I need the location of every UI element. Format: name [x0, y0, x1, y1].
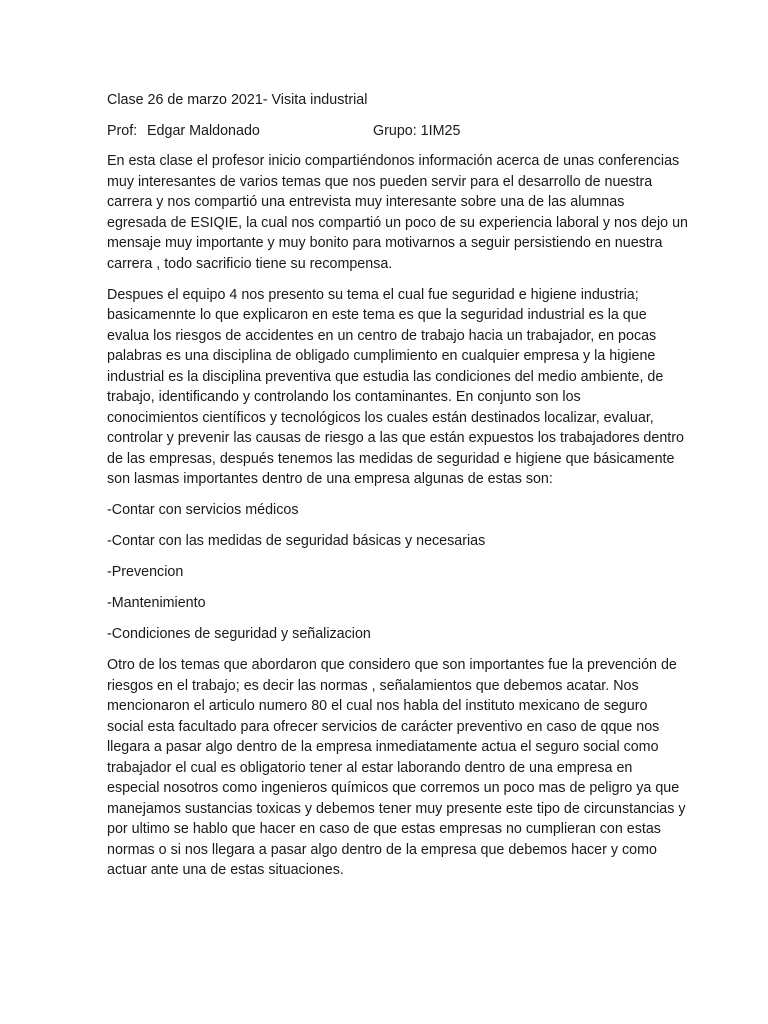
paragraph-line: por ultimo se hablo que hacer en caso de que estas empresas no cumplieran con estas — [107, 821, 661, 837]
group-label: Grupo: 1IM25 — [373, 122, 461, 139]
list-item: -Condiciones de seguridad y señalizacion — [107, 626, 371, 642]
paragraph-line: de las empresas, después tenemos las medidas de seguridad e higiene que básicamente — [107, 450, 675, 467]
paragraph-line: mencionaron el articulo numero 80 el cual nos habla del instituto mexicano de seguro — [107, 698, 648, 714]
paragraph-line: trabajador el cual es obligatorio tener al estar laborando dentro de una empresa en — [107, 759, 633, 776]
paragraph-line: basicamennte lo que explicaron en este tema es que la seguridad industrial es la que — [107, 307, 647, 323]
paragraph-line: actuar ante una de estas situaciones. — [107, 862, 344, 878]
header-info-row — [107, 121, 663, 142]
paragraph-line: Otro de los temas que abordaron que considero que son importantes fue la prevención de — [107, 657, 677, 673]
paragraph-line: social esta facultado para ofrecer servicios de carácter preventivo en caso de qque nos — [107, 718, 660, 735]
paragraph-line: manejamos sustancias toxicas y debemos tener muy presente este tipo de circunstancias y — [107, 800, 686, 817]
paragraph-line: Despues el equipo 4 nos presento su tema el cual fue seguridad e higiene industria; — [107, 286, 639, 303]
list-item: -Prevencion — [107, 564, 184, 580]
document-body — [107, 90, 688, 891]
paragraph-line: son lasmas importantes dentro de una empresa algunas de estas son: — [107, 471, 553, 487]
paragraph-line: especial nosotros como ingenieros químicos que corremos un poco mas de peligro ya que — [107, 780, 680, 796]
list-item: -Contar con las medidas de seguridad básicas y necesarias — [107, 533, 486, 549]
paragraph-line: evalua los riesgos de accidentes en un centro de trabajo hacia un trabajador, en pocas — [107, 327, 657, 344]
list-item: -Mantenimiento — [107, 595, 206, 611]
paragraph-line: riesgos en el trabajo; es decir las normas , señalamientos que debemos acatar. Nos — [107, 677, 639, 694]
paragraph-line: egresada de ESIQIE, la cual nos compartió un poco de su experiencia laboral y nos dejo un — [107, 214, 688, 231]
paragraph-line: En esta clase el profesor inicio compartiéndonos información acerca de unas conferencias — [107, 153, 680, 169]
prof-label: Prof: — [107, 122, 138, 139]
paragraph-line: muy interesantes de varios temas que nos pueden servir para el desarrollo de nuestra — [107, 173, 653, 190]
paragraph-line: normas o si nos llegara a pasar algo dentro de la empresa que debemos hacer y como — [107, 841, 657, 858]
paragraph-prevencion — [107, 655, 686, 881]
paragraph-line: llegara a pasar algo dentro de la empresa inmediatamente actua el seguro social como — [107, 739, 659, 755]
paragraph-line: conocimientos científicos y tecnológicos los cuales están destinados localizar, evaluar, — [107, 409, 654, 426]
paragraph-intro — [107, 151, 688, 274]
paragraph-line: controlar y prevenir las causas de riesgo a las que están expuestos los trabajadores dentro — [107, 430, 684, 446]
paragraph-line: carrera , todo sacrificio tiene su recompensa. — [107, 255, 393, 272]
paragraph-line: trabajo, identificando y controlando los contaminantes. En conjunto son los — [107, 389, 581, 405]
list-item: -Contar con servicios médicos — [107, 502, 299, 518]
paragraph-line: industrial es la disciplina preventiva que estudia las condiciones del medio ambiente, de — [107, 368, 664, 385]
prof-name: Edgar Maldonado — [147, 122, 260, 139]
document-title: Clase 26 de marzo 2021- Visita industrial — [107, 92, 368, 108]
paragraph-line: carrera y nos compartió una entrevista muy interesante sobre una de las alumnas — [107, 194, 625, 210]
paragraph-line: palabras es una disciplina de obligado cumplimiento en cualquier empresa y la higiene — [107, 348, 656, 364]
paragraph-seguridad — [107, 285, 684, 490]
paragraph-line: mensaje muy importante y muy bonito para motivarnos a seguir persistiendo en nuestra — [107, 235, 663, 251]
